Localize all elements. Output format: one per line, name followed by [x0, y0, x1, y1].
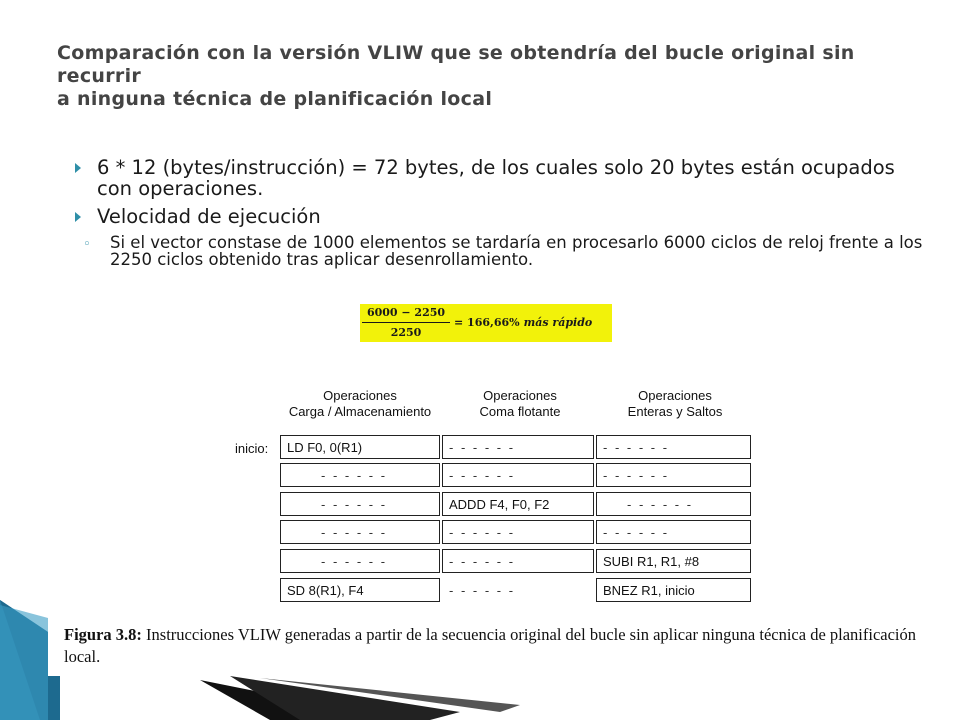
- header-line: Enteras y Saltos: [627, 404, 723, 419]
- table-cell: - - - - - -: [596, 463, 751, 487]
- column-header-floating-point: [440, 388, 600, 420]
- column-header-integer-branch: [600, 388, 750, 420]
- table-cell: - - - - - -: [442, 520, 594, 544]
- bullet-item: [75, 206, 935, 227]
- formula-result: [454, 316, 592, 329]
- bullet-text: 6 * 12 (bytes/instrucción) = 72 bytes, de los cuales solo 20 bytes están ocupados con operaciones.: [97, 156, 895, 200]
- figure-caption: [48, 620, 948, 676]
- formula-result-value: = 166,66%: [454, 316, 520, 329]
- table-cell: - - - - - -: [280, 549, 440, 573]
- bullet-text: Velocidad de ejecución: [97, 205, 321, 228]
- table-cell: - - - - - -: [449, 582, 516, 598]
- caption-label: Figura 3.8:: [64, 625, 142, 644]
- formula-numerator: 6000 − 2250: [362, 306, 450, 323]
- bullet-item: [75, 157, 935, 199]
- bullet-list: [75, 157, 935, 268]
- header-line: Operaciones: [483, 388, 557, 403]
- slide-title-line1: Comparación con la versión VLIW que se obtendría del bucle original sin recurrir: [57, 42, 855, 87]
- circle-bullet-icon: ◦: [83, 237, 91, 252]
- table-cell: SUBI R1, R1, #8: [596, 549, 751, 573]
- table-cell: - - - - - -: [442, 463, 594, 487]
- table-cell: - - - - - -: [280, 463, 440, 487]
- table-cell: - - - - - -: [596, 520, 751, 544]
- table-cell: - - - - - -: [442, 435, 594, 459]
- table-cell: - - - - - -: [442, 549, 594, 573]
- table-cell: - - - - - -: [280, 520, 440, 544]
- header-line: Operaciones: [638, 388, 712, 403]
- slide-title-line2: a ninguna técnica de planificación local: [57, 88, 493, 110]
- slide-title: [57, 42, 937, 111]
- header-line: Carga / Almacenamiento: [288, 404, 432, 419]
- table-cell: ADDD F4, F0, F2: [442, 492, 594, 516]
- sub-bullet-text: Si el vector constase de 1000 elementos se tardaría en procesarlo 6000 ciclos de reloj frente a los 2250 ciclos obtenido tras aplicar desenrollamiento.: [110, 233, 923, 269]
- speedup-formula: [360, 304, 612, 342]
- header-line: Operaciones: [323, 388, 397, 403]
- table-cell: BNEZ R1, inicio: [596, 578, 751, 602]
- arrow-bullet-icon: [75, 212, 81, 222]
- table-cell: - - - - - -: [596, 492, 751, 516]
- formula-result-label: más rápido: [523, 316, 593, 329]
- formula-denominator: 2250: [390, 326, 422, 339]
- formula-fraction: [362, 306, 450, 339]
- arrow-bullet-icon: [75, 163, 81, 173]
- table-cell: - - - - - -: [280, 492, 440, 516]
- table-cell: - - - - - -: [596, 435, 751, 459]
- header-line: Coma flotante: [479, 404, 561, 419]
- table-cell: SD 8(R1), F4: [280, 578, 440, 602]
- caption-text: Instrucciones VLIW generadas a partir de la secuencia original del bucle sin aplicar ninguna técnica de planificación local.: [64, 625, 917, 666]
- column-header-load-store: [275, 388, 445, 420]
- sub-bullet-item: [78, 234, 935, 268]
- table-cell: LD F0, 0(R1): [280, 435, 440, 459]
- vliw-figure: [225, 388, 765, 610]
- row-label-inicio: inicio:: [235, 441, 269, 456]
